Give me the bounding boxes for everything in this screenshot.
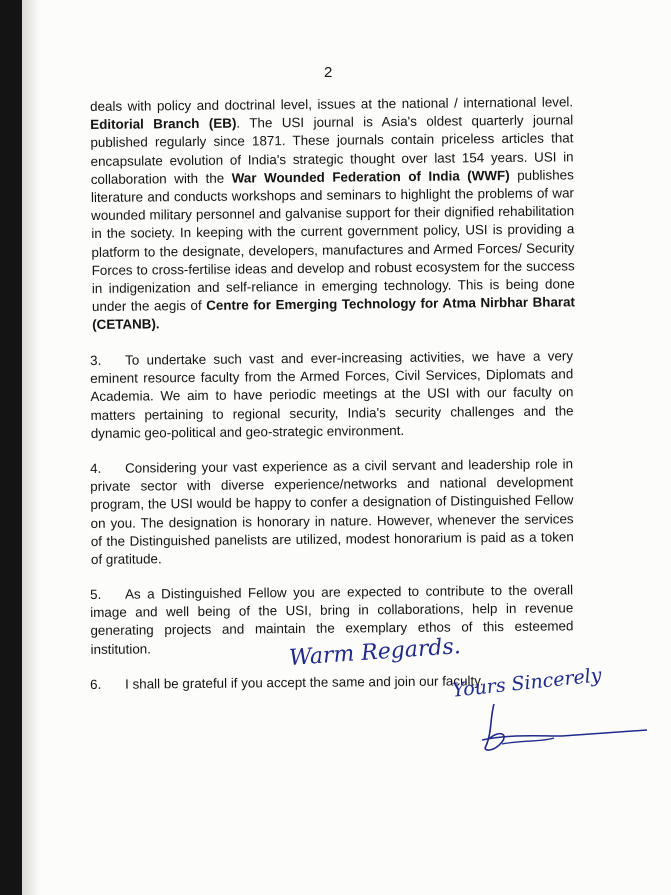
- paragraph-number: 6.: [90, 676, 102, 692]
- body-text: As a Distinguished Fellow you are expected to contribute to the overall image and well being of the USI, bring in collaborations, help in revenue generating projects and maintain the exemplary ethos of this esteemed institution.: [90, 582, 574, 657]
- page-edge-shadow: [22, 0, 40, 895]
- body-text: I shall be grateful if you accept the same and join our faculty.: [125, 672, 484, 692]
- letter-body: [90, 94, 576, 711]
- document-page: [22, 0, 671, 895]
- paragraph-number: 3.: [90, 352, 102, 368]
- signoff-handwritten: Yours Sincerely: [451, 664, 603, 702]
- signature-scribble: [442, 690, 652, 760]
- body-text: To undertake such vast and ever-increasing activities, we have a very eminent resource faculty from the Armed Forces, Civil Services, Diplomats and Academia. We aim to have periodic meetings at the USI with our faculty on matters pertaining to regional security, India's security challenges and the dynamic geo-political and geo-strategic environment.: [90, 348, 574, 441]
- paragraph-number: 5.: [90, 586, 102, 602]
- closing-handwritten: Warm Regards.: [288, 634, 462, 671]
- bold-text: Centre for Emerging Technology for Atma Nirbhar Bharat (CETANB).: [92, 294, 576, 333]
- paragraph-3: [90, 347, 574, 443]
- paragraph-continued: [90, 93, 575, 334]
- body-text: deals with policy and doctrinal level, issues at the national / international level.: [90, 94, 574, 114]
- paragraph-number: 4.: [90, 460, 102, 476]
- body-text: publishes literature and conducts workshops and seminars to highlight the problems of war wounded military personnel and galvanise support for their dignified rehabilitation in the society. In keeping with the current government policy, USI is providing a platform to the designate, developers, manufactures and Armed Forces/ Security Forces to cross-fertilise ideas and develop and robust ecosystem for the success in indigenization and self-reliance in emerging technology. This is being done under the aegis of: [90, 167, 575, 315]
- page-number: 2: [324, 64, 333, 81]
- body-text: . The USI journal is Asia's oldest quarterly journal published regularly since 1871. These journals contain priceless articles that encapsulate evolution of India's strategic thought over last 154 years. USI in collaboration with the: [90, 112, 574, 187]
- paragraph-4: [90, 455, 574, 569]
- bold-text: War Wounded Federation of India (WWF): [231, 167, 510, 186]
- bold-text: Editorial Branch (EB): [90, 115, 237, 133]
- body-text: Considering your vast experience as a civil servant and leadership role in private sector with diverse experience/networks and national development program, the USI would be happy to confer a designation of Distinguished Fellow on you. The designation is honorary in nature. However, whenever the services of the Distinguished panelists are utilized, modest honorarium is paid as a token of gratitude.: [90, 456, 574, 567]
